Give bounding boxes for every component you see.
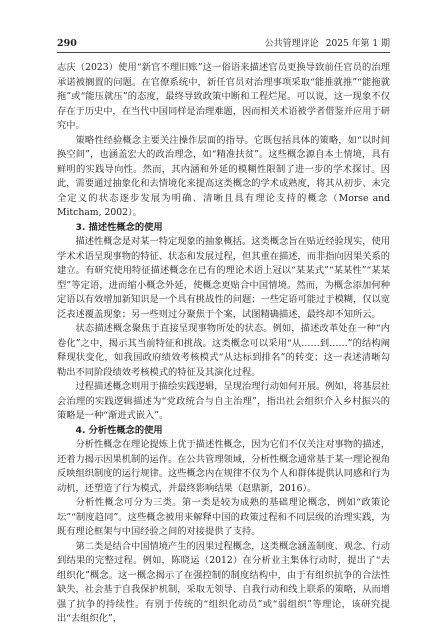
paragraph-continued: 志庆（2023）使用“新官不理旧账”这一俗语来描述官员更换导致前任官员的治理承诺被搁置的问题。在官僚系统中，新任官员对治理事项采取“能推就推”“能拖就拖”或“能压就压”的态度，最终导致政策中断和工程烂尾。可以说，这一现象不仅存在于历史中，在当代中国同样是治理难题，因而相关术语被学者借鉴并应用于研究中。: [57, 62, 390, 131]
journal-issue: 2025 年第 1 期: [325, 39, 390, 49]
paragraph: 过程描述概念则用于描绘实践逻辑，呈现治理行动如何开展。例如，将基层社会治理的实践逻辑描述为“党政统合与自主治理”，指出社会组织介入乡村振兴的策略是一种“渐进式嵌入”。: [57, 381, 390, 421]
page-number: 290: [57, 38, 77, 49]
paragraph: 策略性经验概念主要关注操作层面的指导。它既包括具体的策略，如“以时间换空间”，也涵盖宏大的政治理念，如“精准扶贫”。这些概念源自本土情境，具有鲜明的实践导向性。然而，其内涵和外延的模糊性限制了进一步的学术探讨。因此，需要通过抽象化和去情境化来提高这类概念的学术成熟度，将其从初步、未完全定义的状态逐步发展为明确、清晰且具有理论支持的概念（Morse and Mitcham, 2002）。: [57, 134, 390, 218]
article-body: [57, 61, 390, 627]
paragraph: 分析性概念可分为三类。第一类是较为成熟的基础理论概念，例如“政策论坛”“制度趋同”。这些概念被用来解释中国的政策过程和不同层级的治理实践，为既有理论框架与中国经验之间的对接提供了支持。: [57, 497, 390, 537]
paragraph: 描述性概念是对某一特定现象的抽象概括。这类概念旨在贴近经验现实，使用学术术语呈现事物的特征、状态和发展过程，但其重在描述，而非指向因果关系的建立。有研究使用特征描述概念在已有的理论术语上冠以“某某式”“某某性”“某某型”等定语，进而缩小概念外延，使概念更贴合中国情境。然而，为概念添加何种定语以有效增加新知识是一个具有挑战性的问题；一些定语可能过于模糊，仅以宽泛表述覆盖现象；另一些则过分聚焦于个案，试图精确描述，最终却不知所云。: [57, 236, 390, 320]
paragraph: 第二类是结合中国情境产生的因果过程概念，这类概念涵盖制度、观念、行动到结果的完整过程。例如，陈晓运（2012）在分析业主集体行动时，提出了“去组织化”概念。这一概念揭示了在强控制的制度结构中，由于有组织抗争的合法性缺失，社会基于自我保护机制，采取无领导、自我行动和线上联系的策略，从而增强了抗争的持续性。有别于传统的“组织化动员”或“弱组织”等理论，该研究提出“去组织化”，: [57, 540, 390, 624]
section-heading-descriptive-concepts: 3. 描述性概念的使用: [75, 221, 163, 233]
running-header: [57, 38, 390, 53]
section-heading-analytical-concepts: 4. 分析性概念的使用: [75, 424, 163, 436]
journal-name: 公共管理评论: [264, 39, 319, 49]
paragraph: 状态描述概念聚焦于直接呈现事物所处的状态。例如，描述改革处在一种“内卷化”之中，揭示其当前特征和挑战。这类概念可以采用“从……到……”的结构阐释现状变化，如我国政府绩效考核模式“从达标到排名”的转变；这一表述清晰勾勒出不同阶段绩效考核模式的特征及其演化过程。: [57, 323, 390, 378]
paragraph: 分析性概念在理论提炼上优于描述性概念，因为它们不仅关注对事物的描述，还着力揭示因果机制的运作。在公共管理领域，分析性概念通常基于某一理论视角反映组织制度的运行规律。这些概念内在规律不仅为个人和群体提供认同感和行为动机，还塑造了行为模式，并最终影响结果（赵鼎新，2016）。: [57, 439, 390, 494]
journal-running-title: [265, 38, 390, 50]
